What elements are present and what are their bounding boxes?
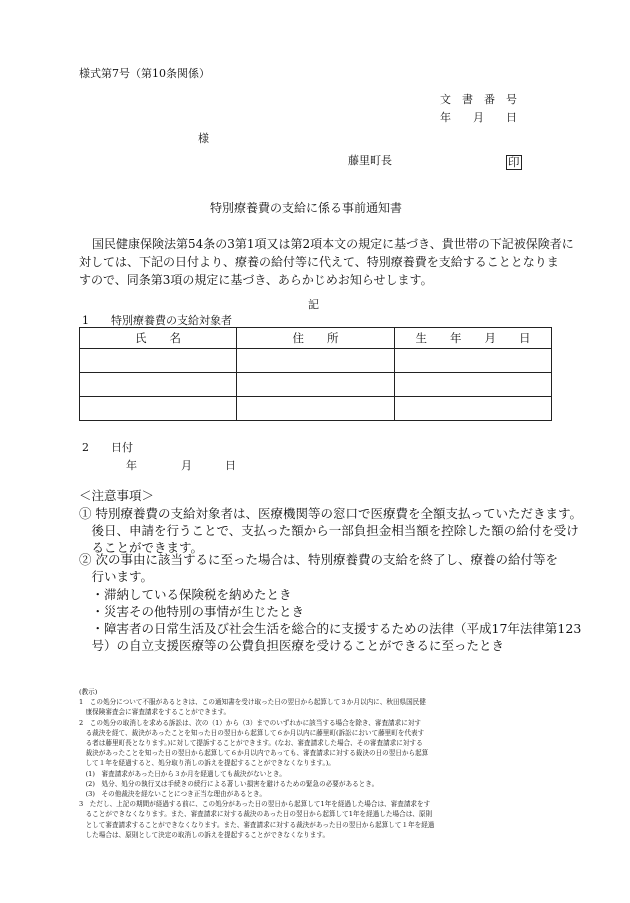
- table-row: [80, 373, 552, 397]
- notes-line-4: ② 次の事由に該当するに至った場合は、特別療養費の支給を終了し、療養の給付等を: [79, 552, 558, 567]
- instructions-line: 康保険審査会に審査請求をすることができます。: [79, 708, 231, 717]
- table-cell: [237, 373, 395, 397]
- instructions-line: として審査請求することができなくなります。また、審査請求に対する裁決があった日の翌日から起算して１年を経過: [79, 820, 435, 829]
- recipient-suffix: 様: [198, 132, 209, 145]
- notes-line-5: 行います。: [79, 569, 154, 584]
- table-cell: [395, 349, 552, 373]
- instructions-line: 裁決があったことを知った日の翌日から起算して６か月以内であっても、審査請求に対する裁決の日の翌日から起算: [79, 749, 429, 758]
- notes-line-9: 号）の自立支援医療等の公費負担医療を受けることができるに至ったとき: [79, 638, 505, 653]
- section2-date: 年 月 日: [126, 459, 236, 472]
- seal-mark: [506, 151, 522, 170]
- table-header-row: [80, 328, 552, 349]
- instructions-line: 1 この処分について不服があるときは、この通知書を受け取った日の翌日から起算して３か月以内に、秋田県国民健: [79, 698, 426, 707]
- instructions-line: ることができなくなります。また、審査請求に対する裁決のあった日の翌日から起算して1年を経過した場合は、原則: [79, 810, 433, 819]
- instructions-block: [79, 687, 551, 840]
- body-line-2: 対しては、下記の日付より、療養の給付等に代えて、特別療養費を支給することとなりま: [79, 255, 559, 269]
- table-cell: [80, 349, 237, 373]
- instructions-line: 3 ただし、上記の期間が経過する前に、この処分があった日の翌日から起算して1年を経過した場合は、審査請求をす: [79, 800, 431, 809]
- table-cell: [237, 349, 395, 373]
- instructions-heading: (教示): [79, 688, 98, 696]
- notes-line-7: ・災害その他特別の事情が生じたとき: [79, 604, 305, 619]
- document-title: 特別療養費の支給に係る事前通知書: [210, 201, 403, 215]
- notes-line-8: ・障害者の日常生活及び社会生活を総合的に支援するための法律（平成17年法律第123: [79, 621, 582, 636]
- notes-line-2: 後日、申請を行うことで、支払った額から一部負担金相当額を控除した額の給付を受け: [79, 523, 579, 538]
- column-header-name: 氏 名: [80, 328, 237, 349]
- table-cell: [395, 397, 552, 421]
- instructions-line: 2 この処分の取消しを求める訴訟は、次の（1）から（3）までのいずれかに該当する場合を除き、審査請求に対す: [79, 718, 422, 727]
- instructions-line: (3) その他裁決を経ないことにつき正当な理由があるとき。: [79, 790, 266, 799]
- sender-name: 藤里町長: [348, 154, 392, 167]
- seal-text: 印: [508, 155, 520, 169]
- instructions-line: した場合は、原則として決定の取消しの訴えを提起することができなくなります。: [79, 830, 330, 839]
- date-label: 年 月 日: [440, 111, 517, 124]
- instructions-line: (2) 処分、処分の執行又は手続きの続行による著しい損害を避けるための緊急の必要があるとき。: [79, 779, 379, 788]
- notes-line-3: ることができます。: [79, 540, 204, 555]
- ki-heading: 記: [308, 298, 319, 311]
- form-number: 様式第7号（第10条関係）: [79, 67, 210, 80]
- table-cell: [80, 397, 237, 421]
- column-header-birthdate: 生 年 月 日: [395, 328, 552, 349]
- table-row: [80, 349, 552, 373]
- section2-heading: 2 日付: [82, 441, 133, 454]
- instructions-line: る裁決を経て、裁決があったことを知った日の翌日から起算して６か月以内に藤里町(訴訟において藤里町を代表す: [79, 728, 425, 737]
- instructions-line: して１年を経過すると、処分取り消しの訴えを提起することができなくなります。)。: [79, 759, 335, 768]
- notes-heading: ＜注意事項＞: [79, 488, 155, 503]
- table-cell: [237, 397, 395, 421]
- notes-line-1: ① 特別療養費の支給対象者は、医療機関等の窓口で医療費を全額支払っていただきます。: [79, 506, 582, 521]
- table-row: [80, 397, 552, 421]
- body-line-3: すので、同条第3項の規定に基づき、あらかじめお知らせします。: [79, 273, 433, 287]
- target-person-table: [79, 327, 552, 421]
- body-line-1: 国民健康保険法第54条の3第1項又は第2項本文の規定に基づき、貴世帯の下記被保険者に: [92, 237, 574, 251]
- notes-line-6: ・滞納している保険税を納めたとき: [79, 587, 292, 602]
- table-cell: [80, 373, 237, 397]
- instructions-line: (1) 審査請求があった日から３か月を経過しても裁決がないとき。: [79, 769, 286, 778]
- column-header-address: 住 所: [237, 328, 395, 349]
- document-number-label: 文 書 番 号: [440, 93, 517, 106]
- section1-heading: 1 特別療養費の支給対象者: [82, 314, 232, 327]
- instructions-line: る者は藤里町長となります。)に対して提訴することができます。(なお、審査請求した場合、その審査請求に対する: [79, 739, 423, 748]
- table-cell: [395, 373, 552, 397]
